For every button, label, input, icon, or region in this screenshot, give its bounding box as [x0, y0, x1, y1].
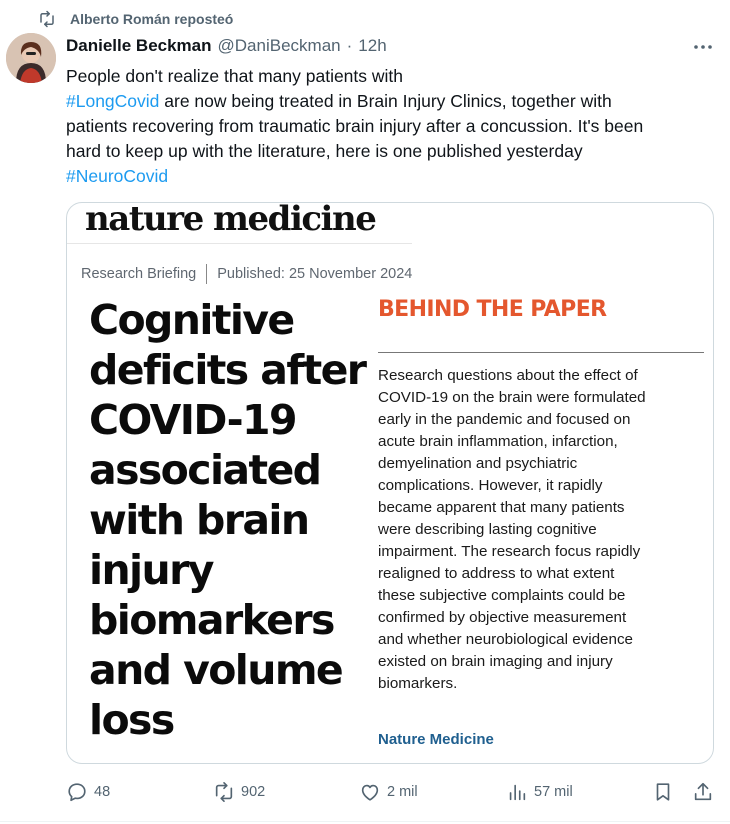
headline-line: associated	[89, 446, 321, 494]
tweet-text-fragment: are now being treated in Brain Injury Clinics, together with	[159, 91, 612, 111]
tweet-text-line: hard to keep up with the literature, here is one published yesterday	[66, 141, 583, 161]
logo-divider	[67, 243, 412, 244]
summary-line: were describing lasting cognitive	[378, 521, 597, 538]
article-headline	[89, 295, 379, 745]
article-type: Research Briefing	[81, 266, 197, 282]
headline-line: with brain	[89, 496, 309, 544]
more-horizontal-icon[interactable]	[692, 38, 714, 56]
like-count: 2 mil	[387, 784, 418, 800]
tweet-text	[66, 64, 706, 189]
section-title: BEHIND THE PAPER	[378, 297, 607, 322]
summary-line: biomarkers.	[378, 675, 458, 692]
summary-line: COVID-19 on the brain were formulated	[378, 389, 646, 406]
reply-icon	[66, 781, 88, 803]
repost-count: 902	[241, 784, 266, 800]
repost-button[interactable]	[213, 781, 265, 803]
summary-line: existed on brain imaging and injury	[378, 653, 613, 670]
headline-line: injury	[89, 546, 213, 594]
summary-line: Research questions about the effect of	[378, 367, 638, 384]
summary-line: confirmed by objective measurement	[378, 609, 627, 626]
summary-line: acute brain inflammation, infarction,	[378, 433, 618, 450]
headline-line: Cognitive	[89, 296, 294, 344]
bookmark-button[interactable]	[652, 781, 674, 803]
repost-icon	[213, 781, 235, 803]
like-button[interactable]	[359, 781, 418, 803]
repost-label: Alberto Román reposteó	[70, 11, 234, 27]
share-icon	[692, 781, 714, 803]
repost-icon	[38, 10, 56, 28]
source-label: Nature Medicine	[378, 731, 494, 748]
views-count: 57 mil	[534, 784, 573, 800]
hashtag-neurocovid[interactable]: #NeuroCovid	[66, 166, 169, 186]
summary-line: became apparent that many patients	[378, 499, 625, 516]
tweet-header	[66, 36, 387, 56]
summary-line: these subjective complaints could be	[378, 587, 626, 604]
summary-line: demyelination and psychiatric	[378, 455, 578, 472]
author-name[interactable]: Danielle Beckman	[66, 36, 212, 55]
hashtag-longcovid[interactable]: #LongCovid	[66, 91, 160, 111]
heart-icon	[359, 781, 381, 803]
reply-button[interactable]	[66, 781, 110, 803]
published-date: Published: 25 November 2024	[217, 266, 413, 282]
headline-line: and volume	[89, 646, 343, 694]
summary-line: realigned to address to what extent	[378, 565, 615, 582]
tweet-divider	[0, 821, 730, 822]
tweet-text-line: patients recovering from traumatic brain injury after a concussion. It's been	[66, 116, 644, 136]
bookmark-icon	[652, 781, 674, 803]
summary-line: early in the pandemic and focused on	[378, 411, 631, 428]
avatar[interactable]	[6, 33, 56, 83]
tweet-text-line	[66, 164, 706, 189]
tweet-text-line	[66, 89, 706, 114]
section-divider	[378, 352, 704, 353]
share-button[interactable]	[692, 781, 714, 803]
attached-image-card[interactable]	[66, 202, 714, 764]
headline-line: loss	[89, 696, 174, 744]
repost-context[interactable]	[38, 10, 233, 28]
tweet-text-line: People don't realize that many patients with	[66, 66, 404, 86]
summary-line: impairment. The research focus rapidly	[378, 543, 641, 560]
reply-count: 48	[94, 784, 111, 800]
timestamp[interactable]: 12h	[358, 36, 387, 55]
article-meta	[81, 264, 412, 284]
separator-dot: ·	[346, 36, 353, 55]
views-chart-icon	[506, 781, 528, 803]
headline-line: biomarkers	[89, 596, 334, 644]
headline-line: COVID-19	[89, 396, 296, 444]
journal-logo: nature medicine	[85, 202, 376, 239]
tweet-actions	[66, 781, 716, 805]
views-button[interactable]	[506, 781, 573, 803]
article-summary	[378, 365, 698, 695]
summary-line: and whether neurobiological evidence	[378, 631, 633, 648]
summary-line: complications. However, it rapidly	[378, 477, 603, 494]
meta-separator	[206, 264, 207, 284]
headline-line: deficits after	[89, 346, 366, 394]
author-handle[interactable]: @DaniBeckman	[217, 36, 341, 55]
